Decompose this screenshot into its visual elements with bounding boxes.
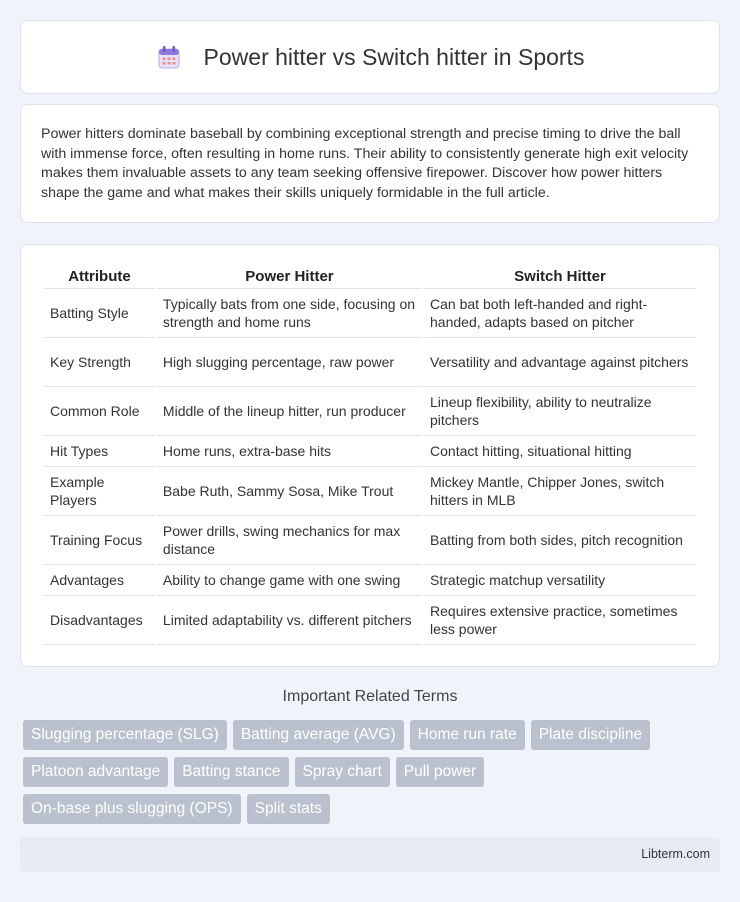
table-row — [44, 596, 696, 645]
header-switch-hitter: Switch Hitter — [424, 267, 696, 289]
tag-pull-power[interactable]: Pull power — [396, 757, 484, 787]
table-cell-power: Typically bats from one side, focusing on strength and home runs — [157, 289, 422, 338]
table-cell-power: Home runs, extra-base hits — [157, 436, 422, 467]
table-row — [44, 516, 696, 565]
tag-plate-discipline[interactable]: Plate discipline — [531, 720, 650, 750]
table-row — [44, 467, 696, 516]
table-cell-switch: Can bat both left-handed and right-handed, adapts based on pitcher — [424, 289, 696, 338]
header-attribute: Attribute — [44, 267, 155, 289]
tag-split-stats[interactable]: Split stats — [247, 794, 330, 824]
table-cell-attribute: Common Role — [44, 387, 155, 436]
table-cell-attribute: Batting Style — [44, 289, 155, 338]
tag-ops[interactable]: On-base plus slugging (OPS) — [23, 794, 241, 824]
tag-batting-stance[interactable]: Batting stance — [174, 757, 288, 787]
tag-platoon-advantage[interactable]: Platoon advantage — [23, 757, 168, 787]
table-cell-power: Middle of the lineup hitter, run producer — [157, 387, 422, 436]
page-title: Power hitter vs Switch hitter in Sports — [203, 43, 585, 70]
table-cell-switch: Requires extensive practice, sometimes less power — [424, 596, 696, 645]
tag-row — [23, 794, 723, 824]
table-row — [44, 565, 696, 596]
comparison-table — [42, 267, 698, 645]
table-cell-attribute: Example Players — [44, 467, 155, 516]
tag-row — [23, 720, 723, 750]
table-cell-power: High slugging percentage, raw power — [157, 338, 422, 387]
footer-site-link[interactable]: Libterm.com — [641, 847, 710, 861]
table-cell-switch: Versatility and advantage against pitchers — [424, 338, 696, 387]
table-cell-attribute: Advantages — [44, 565, 155, 596]
intro-card — [20, 104, 720, 223]
table-cell-attribute: Key Strength — [44, 338, 155, 387]
tag-batting-average[interactable]: Batting average (AVG) — [233, 720, 404, 750]
comparison-card — [20, 244, 720, 667]
footer — [20, 838, 720, 872]
intro-text: Power hitters dominate baseball by combining exceptional strength and precise timing to drive the ball with immense force, often resulting in home runs. Their ability to consistently generate high exit velocity makes them invaluable assets to any team seeking offensive firepower. Discover how power hitters shape the game and what makes their skills uniquely formidable in the full article. — [41, 126, 689, 201]
calendar-icon — [156, 44, 182, 70]
title-card — [20, 20, 720, 94]
table-cell-switch: Batting from both sides, pitch recognition — [424, 516, 696, 565]
table-cell-switch: Contact hitting, situational hitting — [424, 436, 696, 467]
table-cell-switch: Strategic matchup versatility — [424, 565, 696, 596]
related-terms-list — [23, 720, 723, 831]
tag-spray-chart[interactable]: Spray chart — [295, 757, 390, 787]
table-cell-power: Babe Ruth, Sammy Sosa, Mike Trout — [157, 467, 422, 516]
table-cell-switch: Lineup flexibility, ability to neutralize pitchers — [424, 387, 696, 436]
table-row — [44, 436, 696, 467]
table-row — [44, 289, 696, 338]
related-terms-title: Important Related Terms — [282, 688, 458, 705]
table-cell-power: Power drills, swing mechanics for max distance — [157, 516, 422, 565]
table-cell-switch: Mickey Mantle, Chipper Jones, switch hitters in MLB — [424, 467, 696, 516]
table-cell-attribute: Disadvantages — [44, 596, 155, 645]
tag-slugging-percentage[interactable]: Slugging percentage (SLG) — [23, 720, 227, 750]
table-cell-power: Limited adaptability vs. different pitchers — [157, 596, 422, 645]
tag-home-run-rate[interactable]: Home run rate — [410, 720, 525, 750]
tag-row — [23, 757, 723, 787]
table-row — [44, 338, 696, 387]
table-cell-attribute: Hit Types — [44, 436, 155, 467]
table-header-row — [44, 267, 696, 289]
table-row — [44, 387, 696, 436]
table-cell-attribute: Training Focus — [44, 516, 155, 565]
table-cell-power: Ability to change game with one swing — [157, 565, 422, 596]
header-power-hitter: Power Hitter — [157, 267, 422, 289]
